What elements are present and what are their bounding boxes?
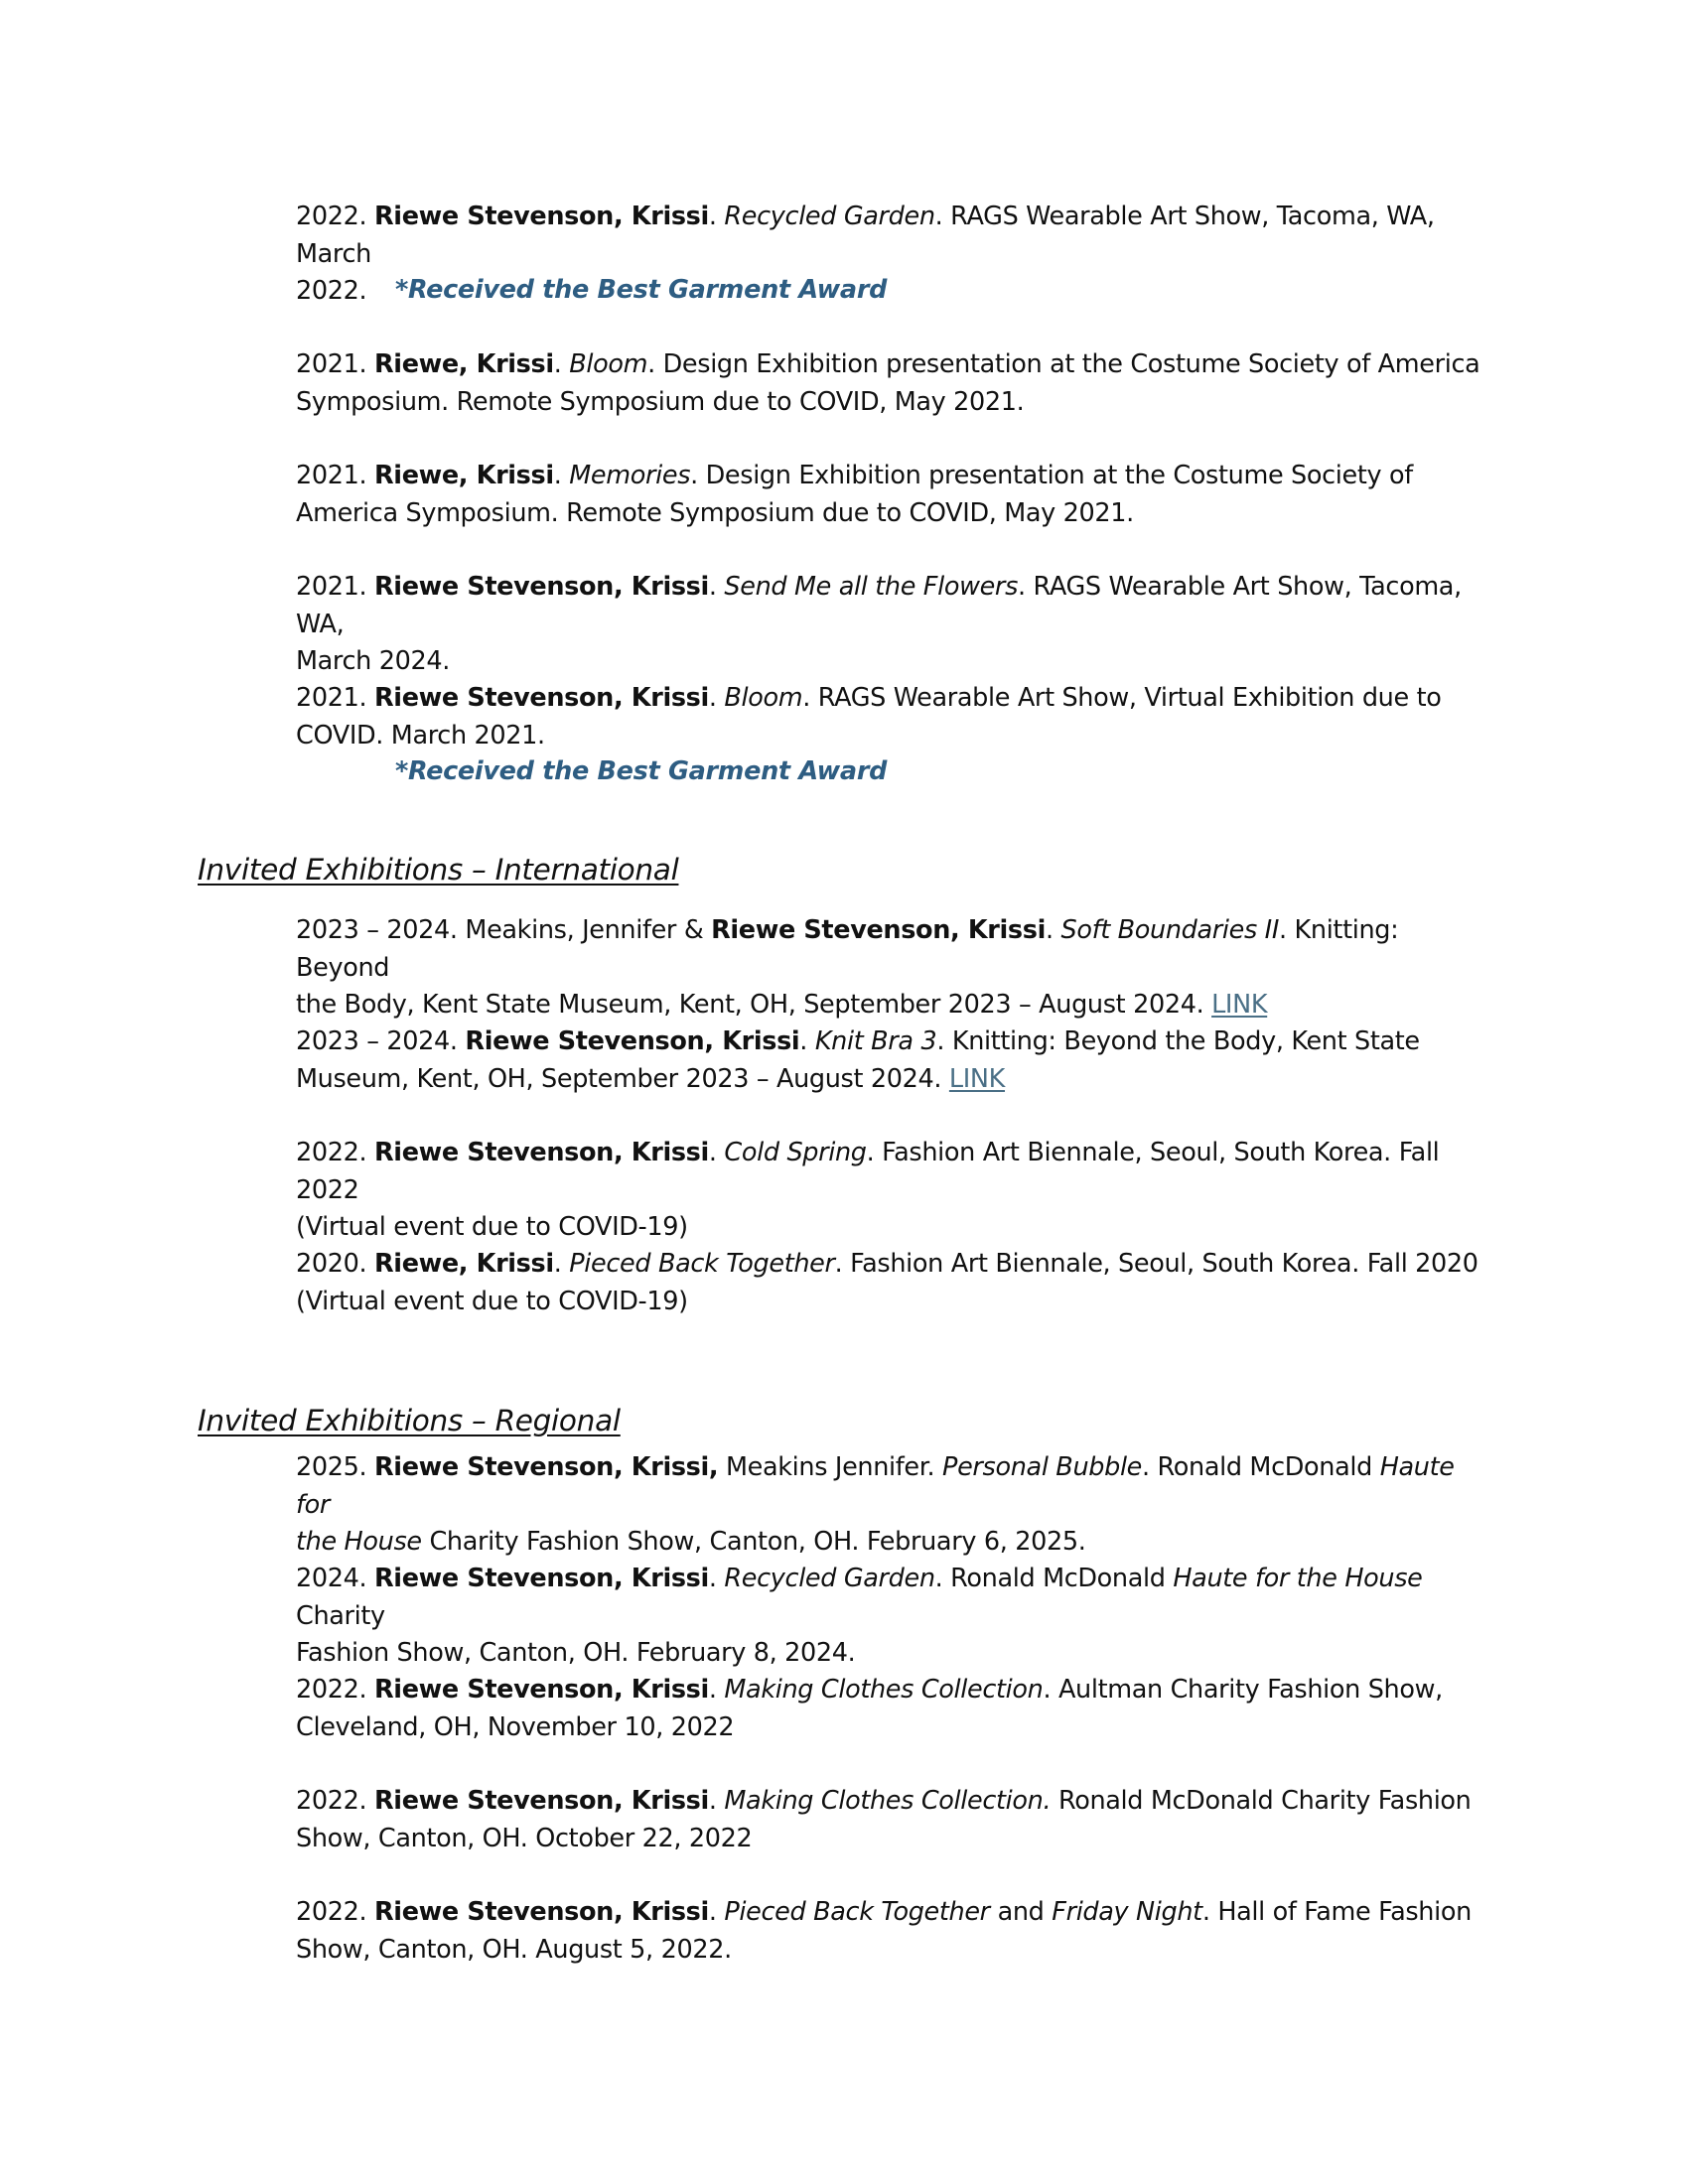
exhibition-entry: 2021. Riewe Stevenson, Krissi. Bloom. RAGS Wearable Art Show, Virtual Exhibition due to COVID. March 2021. bbox=[296, 683, 1442, 751]
section-heading-regional: Invited Exhibitions – Regional bbox=[198, 1404, 621, 1437]
section-heading-international: Invited Exhibitions – International bbox=[198, 853, 679, 887]
exhibition-entry: 2021. Riewe Stevenson, Krissi. Send Me all the Flowers. RAGS Wearable Art Show, Tacoma, WA, March 2024. bbox=[296, 572, 1462, 676]
exhibition-entry: 2022. Riewe Stevenson, Krissi. Making Clothes Collection. Ronald McDonald Charity Fashion Show, Canton, OH. October 22, 2022 bbox=[296, 1786, 1472, 1853]
exhibition-entry: 2021. Riewe, Krissi. Memories. Design Exhibition presentation at the Costume Society of America Symposium. Remote Symposium due to COVID, May 2021. bbox=[296, 461, 1413, 528]
link[interactable]: LINK bbox=[948, 1063, 1006, 1094]
exhibition-entry: 2023 – 2024. Riewe Stevenson, Krissi. Knit Bra 3. Knitting: Beyond the Body, Kent State Museum, Kent, OH, September 2023 – August 2024. LINK bbox=[296, 1026, 1420, 1094]
exhibition-entry: 2022. Riewe Stevenson, Krissi. Making Clothes Collection. Aultman Charity Fashion Show, Cleveland, OH, November 10, 2022 bbox=[296, 1675, 1443, 1742]
exhibition-entry: 2022. Riewe Stevenson, Krissi. Cold Spring. Fashion Art Biennale, Seoul, South Korea. Fall 2022 (Virtual event due to COVID-19) bbox=[296, 1138, 1440, 1242]
exhibition-entry: 2020. Riewe, Krissi. Pieced Back Together. Fashion Art Biennale, Seoul, South Korea. Fall 2020 (Virtual event due to COVID-19) bbox=[296, 1249, 1478, 1316]
award-note: *Received the Best Garment Award bbox=[395, 756, 888, 786]
exhibition-entry: 2024. Riewe Stevenson, Krissi. Recycled Garden. Ronald McDonald Haute for the House Charity Fashion Show, Canton, OH. February 8, 2024. bbox=[296, 1564, 1423, 1668]
exhibition-entry: 2022. Riewe Stevenson, Krissi. Pieced Back Together and Friday Night. Hall of Fame Fashion Show, Canton, OH. August 5, 2022. bbox=[296, 1897, 1472, 1965]
exhibition-entry: 2025. Riewe Stevenson, Krissi, Meakins Jennifer. Personal Bubble. Ronald McDonald Haute for the House Charity Fashion Show, Canton, OH. February 6, 2025. bbox=[296, 1452, 1455, 1557]
exhibition-entry: 2021. Riewe, Krissi. Bloom. Design Exhibition presentation at the Costume Society of America Symposium. Remote Symposium due to COVID, May 2021. bbox=[296, 349, 1480, 417]
exhibition-entry: 2023 – 2024. Meakins, Jennifer & Riewe Stevenson, Krissi. Soft Boundaries II. Knitting: Beyond the Body, Kent State Museum, Kent, OH, September 2023 – August 2024. LINK bbox=[296, 915, 1399, 1020]
award-note: *Received the Best Garment Award bbox=[395, 275, 888, 305]
exhibition-entry: 2022. Riewe Stevenson, Krissi. Recycled Garden. RAGS Wearable Art Show, Tacoma, WA, March 2022. bbox=[296, 202, 1435, 306]
link[interactable]: LINK bbox=[1211, 990, 1268, 1020]
